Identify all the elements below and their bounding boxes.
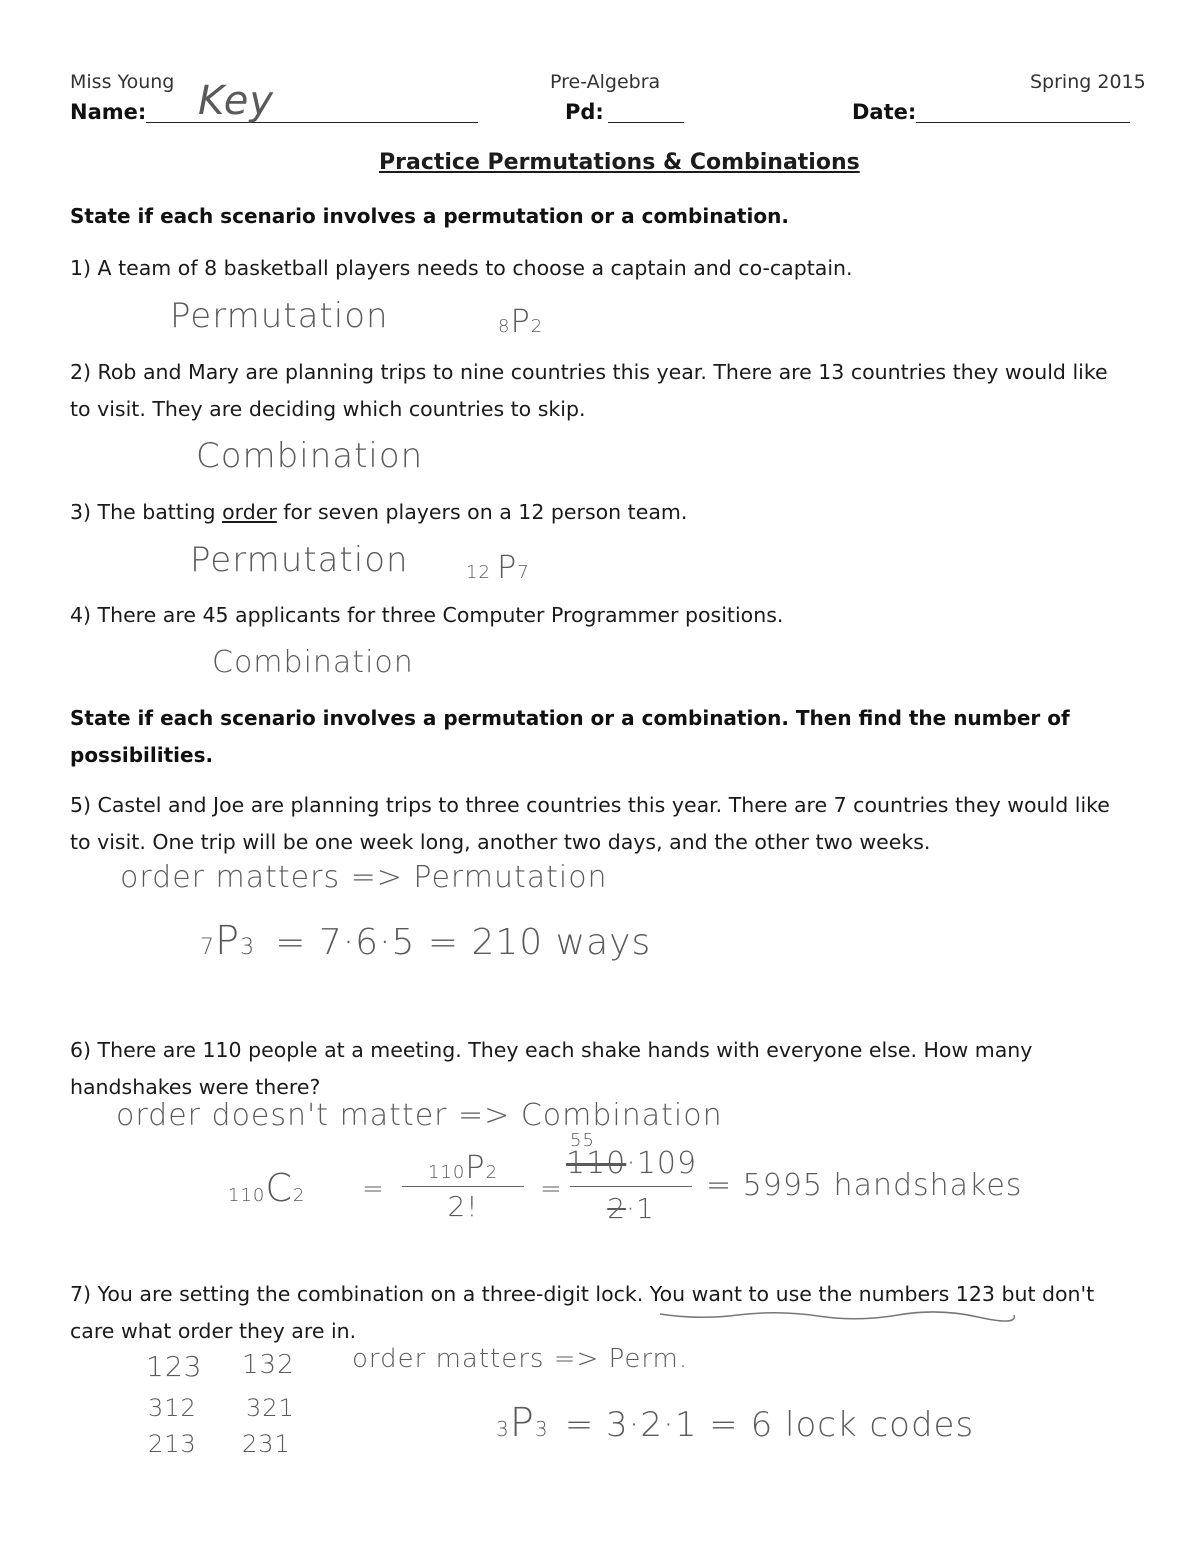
question-3: 3) The batting order for seven players on a 12 person team. <box>70 500 688 524</box>
q6-fraction-1-denominator: 2! <box>447 1190 479 1223</box>
q6-fraction-2-numerator: 110·109 <box>566 1146 698 1181</box>
period-line[interactable] <box>608 122 684 123</box>
date-label: Date: <box>852 100 917 124</box>
question-7-line-1: 7) You are setting the combination on a three-digit lock. You want to use the numbers 123 but don't <box>70 1282 1095 1306</box>
answer-1: Permutation <box>170 296 389 336</box>
q6-work-line: order doesn't matter => Combination <box>116 1098 723 1133</box>
question-5-line-1: 5) Castel and Joe are planning trips to three countries this year. There are 7 countries they would like <box>70 793 1110 817</box>
q6-fraction-2-bar <box>570 1186 692 1187</box>
teacher-name: Miss Young <box>70 71 175 93</box>
question-2-line-1: 2) Rob and Mary are planning trips to nine countries this year. There are 13 countries they would like <box>70 360 1108 384</box>
answer-4: Combination <box>212 645 414 680</box>
name-label: Name: <box>70 100 147 124</box>
q7-work-line: order matters => Perm. <box>352 1344 689 1374</box>
notation-3: 12 P7 <box>466 548 530 586</box>
lock-code-4: 321 <box>246 1394 295 1422</box>
q6-result: = 5995 handshakes <box>706 1168 1023 1203</box>
q7-handwritten-underline <box>658 1310 1018 1322</box>
order-emphasis: order <box>222 500 277 524</box>
lock-code-3: 312 <box>148 1394 197 1422</box>
lock-code-6: 231 <box>242 1430 291 1458</box>
q6-equals-1: = <box>362 1174 385 1204</box>
q7-equation: 3P3 = 3·2·1 = 6 lock codes <box>496 1400 975 1446</box>
q6-fraction-1-numerator: 110P2 <box>427 1148 499 1186</box>
q6-fraction-1-bar <box>402 1186 524 1187</box>
lock-code-5: 213 <box>148 1430 197 1458</box>
section1-instruction: State if each scenario involves a permutation or a combination. <box>70 204 789 228</box>
question-6-line-1: 6) There are 110 people at a meeting. They each shake hands with everyone else. How many <box>70 1038 1033 1062</box>
period-label: Pd: <box>565 100 604 124</box>
name-line[interactable] <box>146 122 478 123</box>
question-4: 4) There are 45 applicants for three Computer Programmer positions. <box>70 603 784 627</box>
q5-work-line: order matters => Permutation <box>120 860 608 895</box>
q6-simplified-55: 55 <box>570 1130 595 1151</box>
q5-equation: 7P3 = 7·6·5 = 210 ways <box>200 918 652 964</box>
lock-code-2: 132 <box>242 1350 295 1380</box>
question-1: 1) A team of 8 basketball players needs to choose a captain and co-captain. <box>70 256 853 280</box>
q6-combination: 110C2 <box>228 1166 306 1210</box>
answer-2: Combination <box>196 436 424 476</box>
course-name: Pre-Algebra <box>550 71 661 93</box>
section2-instruction-line-1: State if each scenario involves a permutation or a combination. Then find the number of <box>70 706 1070 730</box>
notation-1: 8P2 <box>498 302 544 340</box>
q6-fraction-2-denominator: 2·1 <box>607 1192 655 1225</box>
term: Spring 2015 <box>1030 71 1146 93</box>
section2-instruction-line-2: possibilities. <box>70 743 214 767</box>
lock-code-1: 123 <box>146 1350 203 1383</box>
question-2-line-2: to visit. They are deciding which countries to skip. <box>70 397 586 421</box>
question-7-line-2: care what order they are in. <box>70 1319 357 1343</box>
question-6-line-2: handshakes were there? <box>70 1075 321 1099</box>
name-value: Key <box>198 78 275 124</box>
question-5-line-2: to visit. One trip will be one week long, another two days, and the other two weeks. <box>70 830 931 854</box>
answer-3: Permutation <box>190 540 409 580</box>
q6-equals-2: = <box>540 1174 563 1204</box>
date-line[interactable] <box>916 122 1130 123</box>
worksheet-title: Practice Permutations & Combinations <box>379 150 860 175</box>
